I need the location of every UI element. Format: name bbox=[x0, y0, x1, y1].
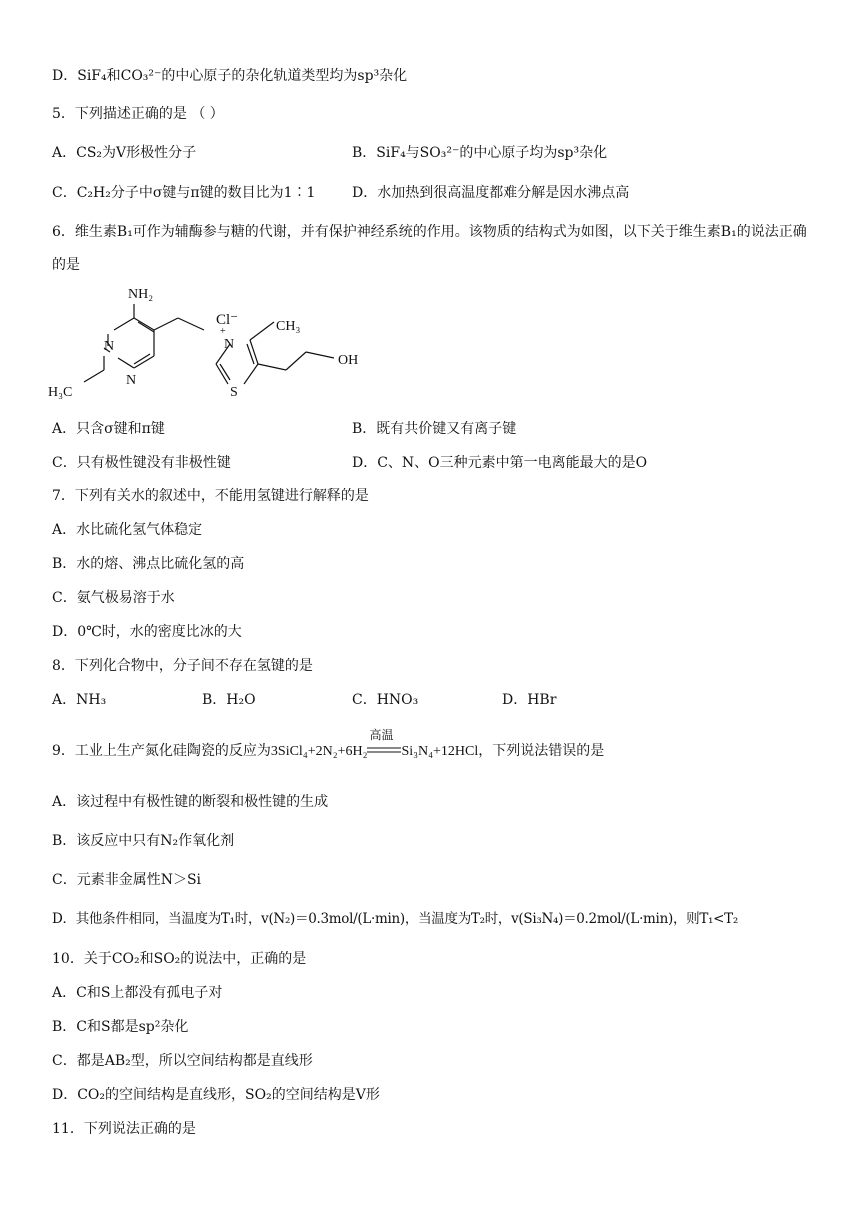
q9-reactants: 3SiCl₄+2N₂+6H₂ bbox=[270, 744, 368, 759]
q7-option-d: D．0℃时，水的密度比冰的大 bbox=[52, 624, 242, 640]
q10-option-b: B．C和S都是sp²杂化 bbox=[52, 1019, 189, 1035]
q9-products: Si₃N₄+12HCl bbox=[401, 744, 479, 759]
q10-stem: 10．关于CO₂和SO₂的说法中，正确的是 bbox=[52, 951, 307, 967]
thiamine-structure-diagram bbox=[44, 282, 384, 412]
label-oh: OH bbox=[338, 353, 359, 368]
label-n-ring1: N bbox=[104, 339, 115, 354]
q11-stem: 11．下列说法正确的是 bbox=[52, 1121, 196, 1137]
thiazolium-ring bbox=[216, 322, 334, 384]
q9-option-a: A．该过程中有极性键的断裂和极性键的生成 bbox=[52, 794, 329, 810]
q6-stem: 6．维生素B₁可作为辅酶参与糖的代谢，并有保护神经系统的作用。该物质的结构式为如图，以下关于维生素B₁的说法正确的是 bbox=[52, 224, 807, 273]
q8-stem: 8．下列化合物中，分子间不存在氢键的是 bbox=[52, 658, 313, 674]
double-line-equals-icon bbox=[367, 745, 401, 755]
label-s: S bbox=[230, 385, 238, 400]
q6-option-d: D．C、N、O三种元素中第一电离能最大的是O bbox=[352, 455, 648, 471]
label-ch3: CH₃ bbox=[276, 319, 301, 334]
q9-option-d: D．其他条件相同，当温度为T₁时，v(N₂)＝0.3mol/(L·min)，当温度为T₂时，v(Si₃N₄)＝0.2mol/(L·min)，则T₁<T₂ bbox=[52, 911, 738, 927]
label-n-plus: N bbox=[224, 337, 235, 352]
pyrimidine-ring bbox=[84, 304, 204, 382]
label-plus: + bbox=[220, 326, 226, 337]
q5-option-c: C．C₂H₂分子中σ键与π键的数目比为1∶1 bbox=[52, 185, 316, 201]
label-n-ring2: N bbox=[126, 373, 137, 388]
label-h3c: H₃C bbox=[48, 385, 73, 400]
q8-option-c: C．HNO₃ bbox=[352, 692, 419, 708]
q10-option-c: C．都是AB₂型，所以空间结构都是直线形 bbox=[52, 1053, 313, 1069]
q4-option-d: D．SiF₄和CO₃²⁻的中心原子的杂化轨道类型均为sp³杂化 bbox=[52, 68, 408, 84]
q8-option-b: B．H₂O bbox=[202, 692, 256, 708]
q9-option-c: C．元素非金属性N＞Si bbox=[52, 872, 202, 888]
q8-option-a: A．NH₃ bbox=[52, 692, 107, 708]
q5-option-d: D．水加热到很高温度都难分解是因水沸点高 bbox=[352, 185, 630, 201]
q7-stem: 7．下列有关水的叙述中，不能用氢键进行解释的是 bbox=[52, 488, 369, 504]
q9-stem-prefix: 9．工业上生产氮化硅陶瓷的反应为 bbox=[52, 743, 271, 759]
q9-condition: 高温 bbox=[369, 728, 394, 742]
q6-option-c: C．只有极性键没有非极性键 bbox=[52, 455, 231, 471]
q5-option-a: A．CS₂为V形极性分子 bbox=[52, 145, 197, 161]
q9-stem-suffix: ，下列说法错误的是 bbox=[478, 743, 605, 759]
q10-option-a: A．C和S上都没有孤电子对 bbox=[52, 985, 223, 1001]
q6-option-b: B．既有共价键又有离子键 bbox=[352, 421, 517, 437]
q8-option-d: D．HBr bbox=[502, 692, 557, 708]
q5-option-b: B．SiF₄与SO₃²⁻的中心原子均为sp³杂化 bbox=[352, 145, 608, 161]
label-nh2: NH₂ bbox=[128, 287, 154, 302]
label-chloride: Cl⁻ bbox=[216, 312, 239, 328]
q7-option-c: C．氨气极易溶于水 bbox=[52, 590, 175, 606]
q9-reaction-arrow bbox=[367, 728, 401, 761]
q5-stem: 5．下列描述正确的是 （ ） bbox=[52, 106, 224, 122]
q9-stem bbox=[52, 728, 605, 762]
q9-option-b: B．该反应中只有N₂作氧化剂 bbox=[52, 833, 235, 849]
q7-option-b: B．水的熔、沸点比硫化氢的高 bbox=[52, 556, 245, 572]
q7-option-a: A．水比硫化氢气体稳定 bbox=[52, 522, 203, 538]
q6-option-a: A．只含σ键和π键 bbox=[52, 421, 165, 437]
q10-option-d: D．CO₂的空间结构是直线形，SO₂的空间结构是V形 bbox=[52, 1087, 380, 1103]
